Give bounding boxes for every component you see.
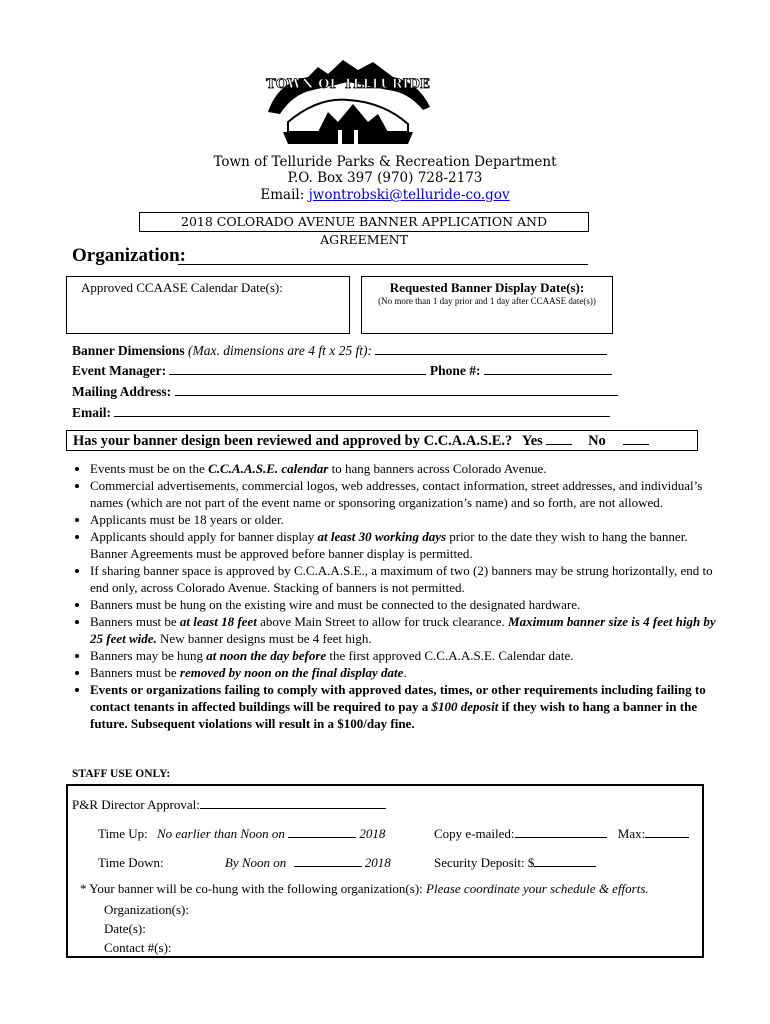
- time-up-field[interactable]: [288, 825, 356, 838]
- security-deposit-field[interactable]: [534, 854, 596, 867]
- contacts-label: Contact #(s):: [104, 940, 172, 955]
- rule-item: • Banners must be hung on the existing wire and must be connected to the designated hardware.: [90, 596, 720, 613]
- department-name: Town of Telluride Parks & Recreation Department: [213, 154, 557, 170]
- rule-item: • If sharing banner space is approved by C.C.A.A.S.E., a maximum of two (2) banners may be strung horizontally, end to end only, across Colorado Avenue. Stacking of banners is not permitted.: [90, 562, 720, 596]
- director-approval-field[interactable]: [200, 796, 386, 809]
- review-no-label: No: [588, 433, 606, 449]
- approved-dates-label: Approved CCAASE Calendar Date(s):: [81, 280, 283, 295]
- rule-item-final: • Events or organizations failing to comply with approved dates, times, or other requirements including failing to contact tenants in affected buildings will be required to pay a $100 deposit if they wish to hang a banner in the future. Subsequent violations will result in a $100/day fine.: [90, 681, 720, 732]
- logo-text: TOWN OF TELLURIDE: [266, 77, 430, 92]
- review-yes-label: Yes: [521, 433, 543, 449]
- requested-dates-label: Requested Banner Display Date(s):: [389, 280, 585, 295]
- director-approval-label: P&R Director Approval:: [72, 797, 200, 812]
- phone-field[interactable]: [484, 362, 612, 375]
- dimensions-label: Banner Dimensions: [72, 343, 185, 358]
- rules-list: [72, 460, 720, 732]
- time-up-year: 2018: [359, 826, 386, 841]
- phone-label: Phone #:: [429, 363, 481, 378]
- email-row: [72, 404, 610, 421]
- max-label: Max:: [617, 826, 646, 841]
- event-manager-field[interactable]: [169, 362, 426, 375]
- rule-item: • Banners must be removed by noon on the final display date.: [90, 664, 720, 681]
- review-question-text: Has your banner design been reviewed and approved by C.C.A.A.S.E.?: [73, 433, 513, 449]
- requested-dates-note: (No more than 1 day prior and 1 day after CCAASE date(s)): [378, 296, 596, 306]
- department-contact: P.O. Box 397 (970) 728-2173: [287, 170, 483, 186]
- rule-item: • Applicants must be 18 years or older.: [90, 511, 720, 528]
- email-field[interactable]: [114, 404, 610, 417]
- rule-item: • Applicants should apply for banner display at least 30 working days prior to the date they wish to hang the banner. Banner Agreements must be approved before banner display is permitted.: [90, 528, 720, 562]
- dimensions-note: (Max. dimensions are 4 ft x 25 ft):: [188, 343, 372, 358]
- organizations-label: Organization(s):: [104, 902, 189, 917]
- max-field[interactable]: [645, 825, 689, 838]
- staff-use-box: [66, 784, 704, 958]
- department-email-line: [0, 187, 770, 203]
- event-manager-label: Event Manager:: [72, 363, 167, 378]
- rule-item: • Banners must be at least 18 feet above Main Street to allow for truck clearance. Maximum banner size is 4 feet high by 25 feet wide. New banner designs must be 4 feet high.: [90, 613, 720, 647]
- event-manager-row: [72, 362, 612, 379]
- organization-label: Organization:: [72, 245, 186, 266]
- requested-dates-box[interactable]: [361, 276, 613, 334]
- mailing-address-field[interactable]: [175, 383, 618, 396]
- time-up-note: No earlier than Noon on: [156, 826, 285, 841]
- rule-item: • Commercial advertisements, commercial logos, web addresses, contact information, street addresses, and individual’s names (which are not part of the event name or sponsoring organization’s name) and so forth, are not allowed.: [90, 477, 720, 511]
- telluride-logo: [258, 52, 438, 152]
- time-down-note: By Noon on: [224, 855, 287, 870]
- director-approval-row: [72, 796, 386, 813]
- copy-emailed-label: Copy e-mailed:: [434, 826, 515, 841]
- copy-emailed-field[interactable]: [515, 825, 607, 838]
- time-down-year: 2018: [364, 855, 391, 870]
- time-down-field[interactable]: [294, 854, 362, 867]
- review-yes-field[interactable]: [546, 434, 572, 445]
- cohung-note: * Your banner will be co-hung with the following organization(s): Please coordinate your schedule & efforts.: [80, 881, 649, 896]
- security-deposit-row: [434, 854, 596, 871]
- approved-dates-box[interactable]: [66, 276, 350, 334]
- staff-use-label: STAFF USE ONLY:: [72, 768, 171, 780]
- review-question-box: [66, 430, 698, 451]
- organization-field[interactable]: [178, 264, 588, 265]
- copy-emailed-row: [434, 825, 689, 842]
- review-no-field[interactable]: [623, 434, 649, 445]
- email-label: Email:: [260, 187, 305, 203]
- time-up-label: Time Up:: [98, 826, 148, 841]
- time-down-label: Time Down:: [98, 855, 164, 870]
- form-title: 2018 COLORADO AVENUE BANNER APPLICATION AND AGREEMENT: [139, 212, 589, 232]
- security-deposit-label: Security Deposit: $: [434, 855, 535, 870]
- rule-item: • Events must be on the C.C.A.A.S.E. calendar to hang banners across Colorado Avenue.: [90, 460, 720, 477]
- department-email-link[interactable]: jwontrobski@telluride-co.gov: [308, 187, 510, 203]
- time-up-row: [98, 825, 385, 842]
- time-down-row: [98, 854, 391, 871]
- dimensions-row: [72, 342, 607, 359]
- dimensions-field[interactable]: [375, 342, 607, 355]
- mailing-address-row: [72, 383, 618, 400]
- email-field-label: Email:: [72, 405, 111, 420]
- dates-label: Date(s):: [104, 921, 146, 936]
- rule-item: • Banners may be hung at noon the day before the first approved C.C.A.A.S.E. Calendar date.: [90, 647, 720, 664]
- mailing-address-label: Mailing Address:: [72, 384, 172, 399]
